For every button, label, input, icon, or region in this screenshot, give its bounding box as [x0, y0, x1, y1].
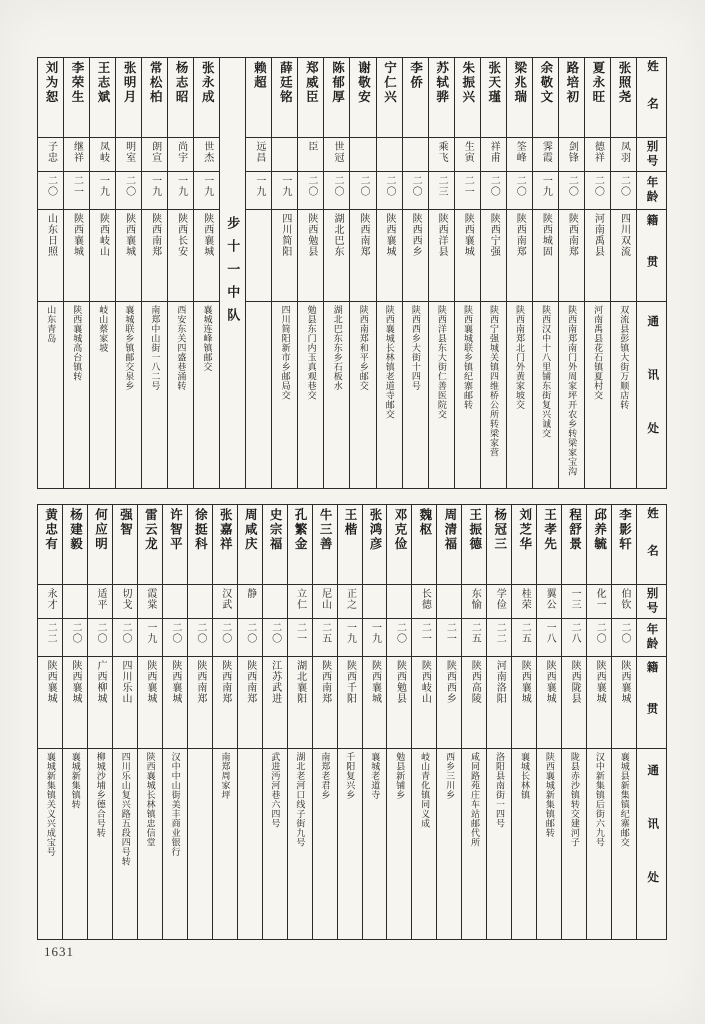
person-name: 朱振兴: [455, 58, 480, 138]
person-age: 二一: [455, 172, 480, 210]
person-age: 一九: [533, 172, 558, 210]
person-origin: [246, 210, 271, 302]
person-address: 陕西汉中十八里铺东街复兴诚交: [541, 305, 552, 438]
person-origin: 河南洛阳: [487, 657, 511, 749]
person-column: [115, 58, 141, 488]
header-name: 姓名: [637, 505, 666, 585]
person-age: 二八: [562, 619, 586, 657]
person-address: 咸同路苑庄车站邮代所: [470, 752, 481, 847]
person-alias: 学俭: [487, 585, 511, 619]
person-alias: 生寅: [455, 138, 480, 172]
person-column: [87, 505, 112, 939]
person-origin: 陕西襄城: [512, 657, 536, 749]
person-column: [187, 505, 212, 939]
header-age: 年龄: [637, 172, 666, 210]
person-column: [89, 58, 115, 488]
person-alias: [188, 585, 212, 619]
person-alias: 凤羽: [611, 138, 636, 172]
person-address: 襄城县新集镇纪寨邮交: [619, 752, 630, 847]
person-alias: 世杰: [194, 138, 219, 172]
person-origin: 陕西襄城: [38, 657, 62, 749]
person-origin: 陕西勉县: [387, 657, 411, 749]
person-column: [362, 505, 387, 939]
person-age: 二〇: [238, 619, 262, 657]
person-alias: 凤岐: [90, 138, 115, 172]
person-name: 李影轩: [612, 505, 636, 585]
person-column: [323, 58, 349, 488]
person-age: 二五: [313, 619, 337, 657]
person-name: 强智: [113, 505, 137, 585]
person-alias: 桂荣: [512, 585, 536, 619]
person-name: 谢敬安: [350, 58, 375, 138]
person-origin: 陕西襄城: [116, 210, 141, 302]
person-alias: [363, 585, 387, 619]
person-alias: [163, 585, 187, 619]
person-address: 陕西西乡大街十四号: [410, 305, 421, 391]
person-address: 南郑老君乡: [320, 752, 331, 800]
person-origin: 陕西南郑: [559, 210, 584, 302]
person-age: 二〇: [63, 619, 87, 657]
person-alias: 正之: [338, 585, 362, 619]
person-age: 二一: [412, 619, 436, 657]
person-origin: 陕西南郑: [213, 657, 237, 749]
person-name: 刘为恕: [38, 58, 63, 138]
person-name: 宁仁兴: [377, 58, 402, 138]
person-origin: 陕西南郑: [142, 210, 167, 302]
person-column: [312, 505, 337, 939]
person-address: 西安东关四盛巷涌转: [176, 305, 187, 391]
person-column: [167, 58, 193, 488]
person-origin: 陕西高陵: [462, 657, 486, 749]
person-name: 张永成: [194, 58, 219, 138]
person-address: 汉中新集镇后街六九号: [594, 752, 605, 847]
person-alias: 臣: [298, 138, 323, 172]
person-address: 陕西襄城高台镇转: [72, 305, 83, 381]
person-column: [287, 505, 312, 939]
person-column: [62, 505, 87, 939]
person-name: 周清福: [437, 505, 461, 585]
person-alias: 子忠: [38, 138, 63, 172]
person-alias: 切戈: [113, 585, 137, 619]
person-origin: 陕西襄城: [537, 657, 561, 749]
person-alias: 世冠: [324, 138, 349, 172]
person-name: 张天瑾: [481, 58, 506, 138]
person-origin: 陕西南郑: [313, 657, 337, 749]
person-column: [212, 505, 237, 939]
person-age: 一九: [363, 619, 387, 657]
person-alias: 霁霞: [533, 138, 558, 172]
person-column: [584, 58, 610, 488]
person-column: [402, 58, 428, 488]
person-alias: 东愉: [462, 585, 486, 619]
person-address: 襄城新集镇转: [70, 752, 81, 809]
person-alias: [272, 138, 297, 172]
person-name: 程舒景: [562, 505, 586, 585]
person-alias: [63, 585, 87, 619]
person-address: 双流县彭镇大街万顺店转: [619, 305, 630, 410]
person-name: 张鸿彦: [363, 505, 387, 585]
person-age: 一九: [272, 172, 297, 210]
person-origin: 陕西陇县: [562, 657, 586, 749]
person-column: [611, 505, 636, 939]
header-alias: 别号: [637, 138, 666, 172]
person-name: 夏永旺: [585, 58, 610, 138]
person-age: 一九: [194, 172, 219, 210]
person-address: 南郑中山街一八二号: [150, 305, 161, 391]
person-alias: 适平: [88, 585, 112, 619]
person-column: [610, 58, 636, 488]
person-column: [461, 505, 486, 939]
person-name: 李荣生: [64, 58, 89, 138]
person-age: 二一: [288, 619, 312, 657]
person-age: 二一: [64, 172, 89, 210]
person-age: 二〇: [350, 172, 375, 210]
person-alias: 筌峰: [507, 138, 532, 172]
person-origin: 陕西南郑: [188, 657, 212, 749]
person-age: 二〇: [585, 172, 610, 210]
person-address: 南郑周家坪: [220, 752, 231, 800]
person-address: 陕西襄城长林镇忠信堂: [145, 752, 156, 847]
person-address: 洛阳县南街一四号: [495, 752, 505, 828]
person-name: 常松柏: [142, 58, 167, 138]
person-column: [561, 505, 586, 939]
header-address: 通讯处: [646, 763, 659, 925]
person-address: [238, 749, 262, 939]
person-age: 二二: [487, 619, 511, 657]
person-name: 孔繁金: [288, 505, 312, 585]
person-origin: 广西柳城: [88, 657, 112, 749]
person-name: 周咸庆: [238, 505, 262, 585]
person-column: [411, 505, 436, 939]
person-alias: [263, 585, 287, 619]
person-age: 二五: [512, 619, 536, 657]
person-name: 张照尧: [611, 58, 636, 138]
person-address: 襄城新集镇关义兴成宝号: [45, 752, 56, 857]
person-column: [137, 505, 162, 939]
person-age: 二〇: [377, 172, 402, 210]
person-age: 二一: [437, 619, 461, 657]
person-origin: 陕西襄城: [63, 657, 87, 749]
person-origin: 陕西襄城: [587, 657, 611, 749]
field-header-column: [636, 58, 666, 488]
person-age: 二〇: [481, 172, 506, 210]
person-age: 一九: [138, 619, 162, 657]
person-column: [297, 58, 323, 488]
person-address: 岐山蔡家坡: [98, 305, 109, 353]
person-name: 张明月: [116, 58, 141, 138]
person-name: 陈郁厚: [324, 58, 349, 138]
person-column: [262, 505, 287, 939]
person-alias: 剑锋: [559, 138, 584, 172]
person-column: [162, 505, 187, 939]
person-column: [112, 505, 137, 939]
person-name: 徐挺科: [188, 505, 212, 585]
person-column: [237, 505, 262, 939]
person-alias: [437, 585, 461, 619]
person-address: 河南禹县花石镇夏村交: [593, 305, 604, 400]
person-name: 苏轼骅: [429, 58, 454, 138]
person-name: 何应明: [88, 505, 112, 585]
person-origin: 陕西岐山: [412, 657, 436, 749]
header-age: 年龄: [637, 619, 666, 657]
person-age: 一九: [142, 172, 167, 210]
unit-label: 步十一中队: [225, 215, 241, 331]
person-column: [506, 58, 532, 488]
person-age: 二〇: [113, 619, 137, 657]
person-origin: 四川乐山: [113, 657, 137, 749]
person-alias: 霞棠: [138, 585, 162, 619]
person-age: 二〇: [116, 172, 141, 210]
person-origin: 陕西南郑: [238, 657, 262, 749]
person-age: 二〇: [403, 172, 428, 210]
person-column: [532, 58, 558, 488]
person-address: 汉中中山街美丰商业银行: [170, 752, 181, 857]
person-age: 二〇: [88, 619, 112, 657]
person-address: 陕西襄城新集镇邮转: [544, 752, 555, 838]
person-origin: 陕西南郑: [507, 210, 532, 302]
person-alias: 继祥: [64, 138, 89, 172]
person-origin: 陕西西乡: [403, 210, 428, 302]
person-column: [337, 505, 362, 939]
person-column: [386, 505, 411, 939]
person-origin: 四川简阳: [272, 210, 297, 302]
person-column: [536, 505, 561, 939]
person-address: 襄城老道寺: [370, 752, 381, 800]
person-alias: 祥甫: [481, 138, 506, 172]
person-age: 二〇: [188, 619, 212, 657]
person-origin: 陕西襄城: [64, 210, 89, 302]
person-address: 山东青岛: [46, 305, 57, 343]
person-origin: 陕西襄城: [612, 657, 636, 749]
person-origin: 陕西襄城: [455, 210, 480, 302]
header-origin: 籍贯: [637, 657, 666, 749]
person-name: 王孝先: [537, 505, 561, 585]
person-alias: 伯钦: [612, 585, 636, 619]
person-origin: 陕西城固: [533, 210, 558, 302]
person-name: 杨志昭: [168, 58, 193, 138]
person-address: 武进沔河巷六四号: [270, 752, 281, 828]
person-column: [586, 505, 611, 939]
person-origin: 陕西襄城: [377, 210, 402, 302]
person-name: 余敬文: [533, 58, 558, 138]
person-origin: 湖北襄阳: [288, 657, 312, 749]
roster-section-bottom: [37, 504, 667, 940]
person-address: 襄城长林镇: [519, 752, 530, 800]
person-address: 柳城沙埔乡德合号转: [95, 752, 106, 838]
person-alias: 一三: [562, 585, 586, 619]
person-column: [349, 58, 375, 488]
person-column: [436, 505, 461, 939]
person-alias: 汉武: [213, 585, 237, 619]
person-name: 李侨: [403, 58, 428, 138]
person-age: 二〇: [324, 172, 349, 210]
person-name: 王楷: [338, 505, 362, 585]
person-name: 郑威臣: [298, 58, 323, 138]
person-column: [271, 58, 297, 488]
person-age: 二〇: [163, 619, 187, 657]
person-age: 二五: [462, 619, 486, 657]
person-address: 陕西襄城联乡镇纪寨邮转: [462, 305, 473, 410]
person-origin: 陕西岐山: [90, 210, 115, 302]
person-name: 杨建毅: [63, 505, 87, 585]
person-alias: [403, 138, 428, 172]
person-column: [376, 58, 402, 488]
person-alias: 远昌: [246, 138, 271, 172]
person-age: 二〇: [298, 172, 323, 210]
person-address: 湖北巴东东乡石板水: [332, 305, 343, 391]
person-address: 湖北老河口线子街九号: [295, 752, 306, 847]
field-header-column: [636, 505, 666, 939]
person-name: 路培初: [559, 58, 584, 138]
person-origin: 陕西勉县: [298, 210, 323, 302]
person-age: 一八: [537, 619, 561, 657]
person-alias: 立仁: [288, 585, 312, 619]
person-origin: 陕西襄城: [194, 210, 219, 302]
person-alias: 翼公: [537, 585, 561, 619]
header-alias: 别号: [637, 585, 666, 619]
person-address: 四川简阳新市乡邮局交: [280, 305, 291, 400]
person-age: 一九: [246, 172, 271, 210]
person-alias: [387, 585, 411, 619]
person-name: 张嘉祥: [213, 505, 237, 585]
person-name: 牛三善: [313, 505, 337, 585]
person-alias: 德祥: [585, 138, 610, 172]
person-address: 岐山青化镇同义成: [420, 752, 431, 828]
person-age: 二〇: [612, 619, 636, 657]
person-age: 二〇: [263, 619, 287, 657]
person-origin: 陕西千阳: [338, 657, 362, 749]
person-origin: 陕西长安: [168, 210, 193, 302]
person-address: 襄城联乡镇邮交泉乡: [124, 305, 135, 391]
person-column: [558, 58, 584, 488]
person-alias: 静: [238, 585, 262, 619]
person-origin: 陕西洋县: [429, 210, 454, 302]
person-age: 二二: [38, 619, 62, 657]
person-origin: 陕西西乡: [437, 657, 461, 749]
person-age: 一九: [338, 619, 362, 657]
person-alias: [350, 138, 375, 172]
person-name: 王志斌: [90, 58, 115, 138]
person-origin: 四川双流: [611, 210, 636, 302]
person-alias: 化一: [587, 585, 611, 619]
person-address: 襄城连峰镇邮交: [202, 305, 213, 372]
person-age: 二三: [429, 172, 454, 210]
person-origin: 陕西襄城: [138, 657, 162, 749]
person-column: [245, 58, 271, 488]
person-address: 陕西南郑南门外周家坪开农乡转梁家宝沟: [567, 305, 578, 476]
roster-section-top: [37, 57, 667, 489]
person-name: 王振德: [462, 505, 486, 585]
person-address: 陇县赤沙镇转交建河子: [569, 752, 580, 847]
person-address: [188, 749, 212, 939]
person-origin: 江苏武进: [263, 657, 287, 749]
person-age: 二〇: [387, 619, 411, 657]
person-address: 千阳复兴乡: [345, 752, 356, 800]
person-address: 陕西洋县东大街仁善医院交: [436, 305, 447, 419]
person-column: [486, 505, 511, 939]
person-address: 陕西南郑和平乡邮交: [358, 305, 369, 391]
person-origin: 湖北巴东: [324, 210, 349, 302]
person-name: 刘芝华: [512, 505, 536, 585]
person-address: 四川乐山复兴路五段四号转: [120, 752, 131, 866]
person-name: 薛廷铭: [272, 58, 297, 138]
person-age: 一九: [168, 172, 193, 210]
person-address: 陕西襄城长林镇老道寺邮交: [384, 305, 395, 419]
person-origin: 陕西南郑: [350, 210, 375, 302]
person-column: [454, 58, 480, 488]
person-alias: 尚宇: [168, 138, 193, 172]
person-address: 勉县新铺乡: [395, 752, 406, 800]
person-name: 邱养毓: [587, 505, 611, 585]
person-name: 许智平: [163, 505, 187, 585]
person-alias: 尼山: [313, 585, 337, 619]
person-column: [480, 58, 506, 488]
person-alias: 长德: [412, 585, 436, 619]
person-origin: 河南禹县: [585, 210, 610, 302]
person-alias: 朗宣: [142, 138, 167, 172]
person-alias: 明室: [116, 138, 141, 172]
person-address: 西乡三川乡: [445, 752, 456, 800]
person-age: 二〇: [611, 172, 636, 210]
person-name: 邓克俭: [387, 505, 411, 585]
person-origin: 山东日照: [38, 210, 63, 302]
person-name: 梁兆瑞: [507, 58, 532, 138]
person-alias: 乘飞: [429, 138, 454, 172]
person-age: 二〇: [587, 619, 611, 657]
person-name: 赖超: [246, 58, 271, 138]
header-name: 姓名: [637, 58, 666, 138]
person-column: [428, 58, 454, 488]
person-name: 黄忠有: [38, 505, 62, 585]
person-age: 二〇: [213, 619, 237, 657]
person-address: 陕西宁强城关镇四维桥公所转梁家营: [488, 305, 499, 457]
person-name: 杨冠三: [487, 505, 511, 585]
person-column: [511, 505, 536, 939]
header-address: 通讯处: [646, 314, 659, 476]
person-origin: 陕西襄城: [363, 657, 387, 749]
person-name: 魏枢: [412, 505, 436, 585]
person-column: [38, 58, 63, 488]
person-origin: 陕西襄城: [163, 657, 187, 749]
person-name: 雷云龙: [138, 505, 162, 585]
person-address: 陕西南郑北门外黄家坡交: [515, 305, 526, 410]
person-origin: 陕西宁强: [481, 210, 506, 302]
person-name: 史宗福: [263, 505, 287, 585]
person-column: [193, 58, 219, 488]
person-age: 二〇: [38, 172, 63, 210]
page-number: 1631: [44, 944, 74, 959]
person-age: 二〇: [559, 172, 584, 210]
header-origin: 籍贯: [637, 210, 666, 302]
person-alias: 永才: [38, 585, 62, 619]
person-column: [38, 505, 62, 939]
person-alias: [377, 138, 402, 172]
person-column: [141, 58, 167, 488]
person-address: 勉县东门内玉真观巷交: [306, 305, 317, 400]
person-age: 一九: [90, 172, 115, 210]
person-age: 二〇: [507, 172, 532, 210]
unit-label-column: [219, 58, 245, 488]
person-address: [246, 302, 271, 488]
person-column: [63, 58, 89, 488]
